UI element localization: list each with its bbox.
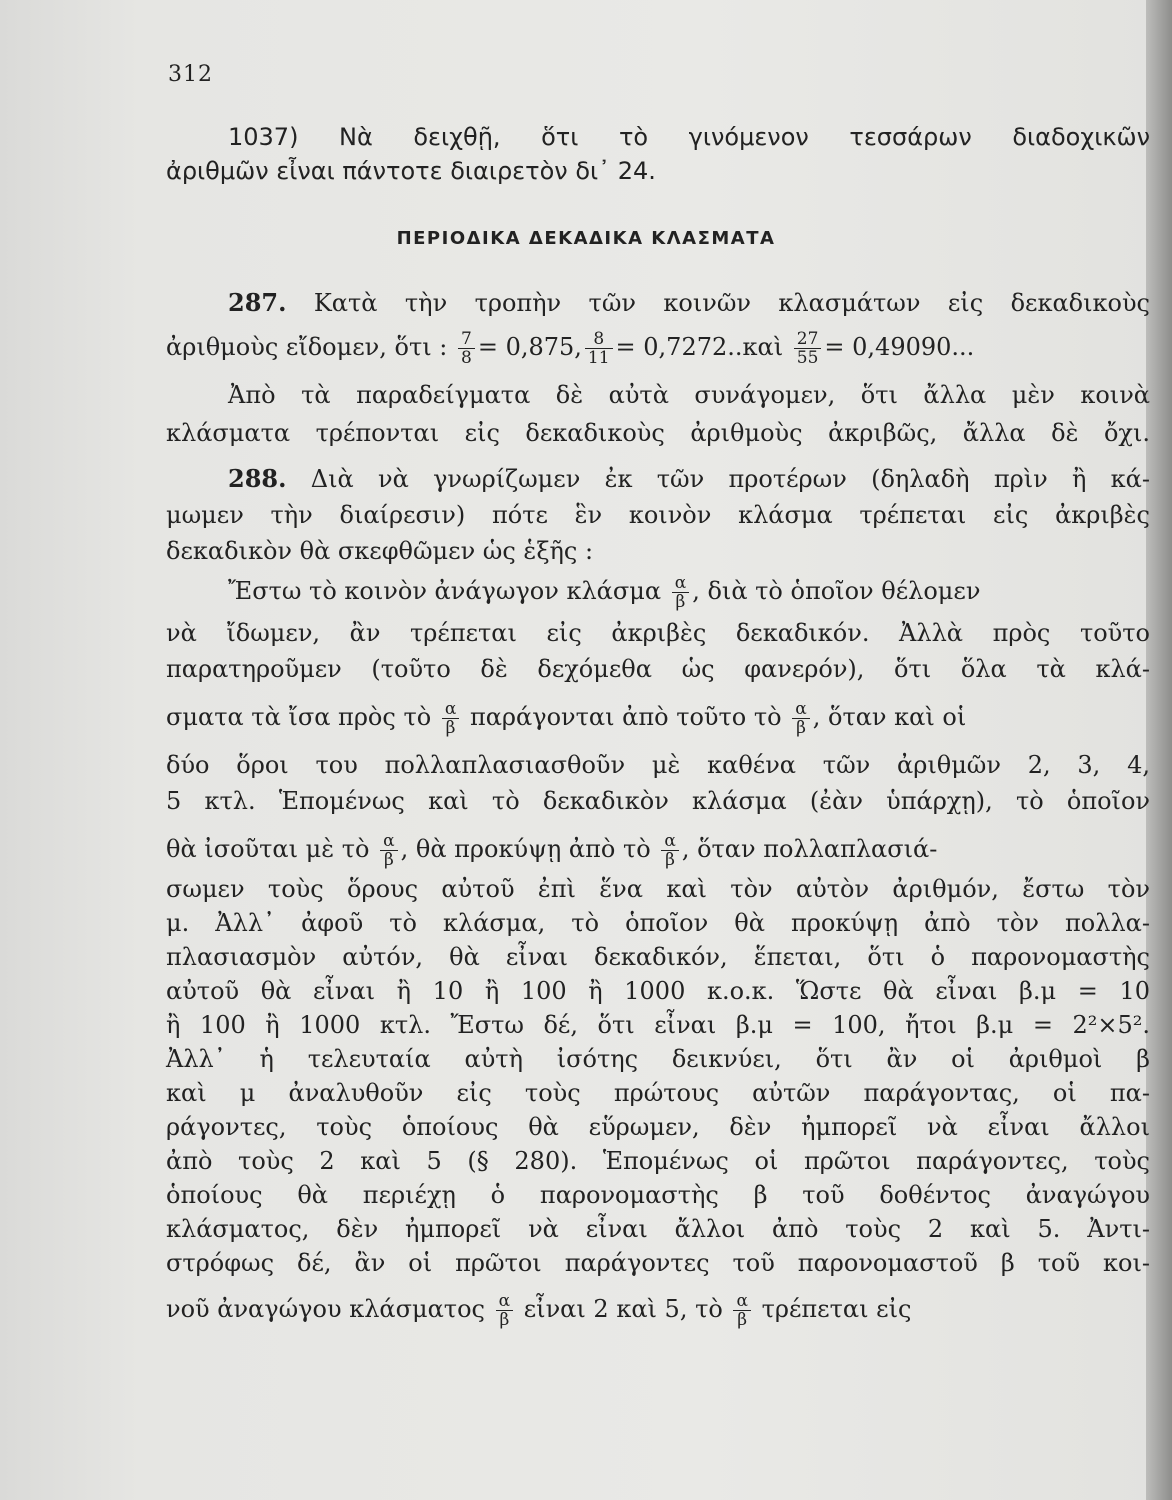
fraction: $\frac{\alpha}{\beta}$ bbox=[496, 1292, 513, 1329]
p288-line-18: ράγοντες, τοὺς ὁποίους θὰ εὕρωμεν, δὲν ἠμπορεῖ νὰ εἶναι ἄλλοι bbox=[166, 1113, 1150, 1141]
exercise-line-2: ἀριθμῶν εἶναι πάντοτε διαιρετὸν δι᾽ 24. bbox=[166, 157, 656, 185]
section-title: ΠΕΡΙΟΔΙΚΑ ΔΕΚΑΔΙΚΑ ΚΛΑΣΜΑΤΑ bbox=[396, 228, 776, 249]
p288-line-11: σωμεν τοὺς ὅρους αὐτοῦ ἐπὶ ἕνα καὶ τὸν αὐτὸν ἀριθμόν, ἔστω τὸν bbox=[166, 875, 1150, 903]
p288-line-17: καὶ μ ἀναλυθοῦν εἰς τοὺς πρώτους αὐτῶν παράγοντας, οἱ πα- bbox=[166, 1079, 1150, 1107]
p288-line-2: μωμεν τὴν διαίρεσιν) πότε ἓν κοινὸν κλάσμα τρέπεται εἰς ἀκριβὲς bbox=[166, 501, 1150, 529]
p288-line-23: νοῦ ἀναγώγου κλάσματος $\frac{\alpha}{\beta}$ εἶναι 2 καὶ 5, τὸ $\frac{\alpha}{\beta}$ τρέπεται εἰς bbox=[166, 1291, 912, 1330]
p288-line-5: νὰ ἴδωμεν, ἂν τρέπεται εἰς ἀκριβὲς δεκαδικόν. Ἀλλὰ πρὸς τοῦτο bbox=[166, 619, 1150, 647]
p288-line-14: αὐτοῦ θὰ εἶναι ἢ 10 ἢ 100 ἢ 1000 κ.ο.κ. Ὥστε θὰ εἶναι β.μ = 10 bbox=[166, 977, 1150, 1005]
p287-line-3: Ἀπὸ τὰ παραδείγματα δὲ αὐτὰ συνάγομεν, ὅτι ἄλλα μὲν κοινὰ bbox=[228, 381, 1150, 409]
p287-line-4: κλάσματα τρέπονται εἰς δεκαδικοὺς ἀριθμοὺς ἀκριβῶς, ἄλλα δὲ ὄχι. bbox=[166, 419, 1150, 447]
fraction: $\frac{\alpha}{\beta}$ bbox=[442, 700, 459, 737]
fraction: $\frac{\alpha}{\beta}$ bbox=[733, 1292, 750, 1329]
fraction: $\frac{8}{11}$ bbox=[585, 330, 613, 367]
p288-line-12: μ. Ἀλλ᾽ ἀφοῦ τὸ κλάσμα, τὸ ὁποῖον θὰ προκύψῃ ἀπὸ τὸν πολλα- bbox=[166, 909, 1150, 937]
exercise-line-1: 1037) Νὰ δειχθῇ, ὅτι τὸ γινόμενον τεσσάρων διαδοχικῶν bbox=[228, 123, 1150, 151]
p288-line-21: κλάσματος, δὲν ἠμπορεῖ νὰ εἶναι ἄλλοι ἀπὸ τοὺς 2 καὶ 5. Ἀντι- bbox=[166, 1215, 1150, 1243]
paragraph-number: 287. bbox=[228, 288, 287, 317]
p288-line-10: θὰ ἰσοῦται μὲ τὸ $\frac{\alpha}{\beta}$ , θὰ προκύψῃ ἀπὸ τὸ $\frac{\alpha}{\beta}$ , ὅταν πολλαπλασιά- bbox=[166, 831, 938, 870]
p288-line-3: δεκαδικὸν θὰ σκεφθῶμεν ὡς ἑξῆς : bbox=[166, 537, 594, 565]
p288-line-15: ἢ 100 ἢ 1000 κτλ. Ἔστω δέ, ὅτι εἶναι β.μ = 100, ἤτοι β.μ = 2²×5². bbox=[166, 1011, 1150, 1039]
fraction: $\frac{7}{8}$ bbox=[458, 330, 475, 367]
p288-line-8: δύο ὅροι του πολλαπλασιασθοῦν μὲ καθένα τῶν ἀριθμῶν 2, 3, 4, bbox=[166, 751, 1150, 779]
page-number: 312 bbox=[168, 62, 213, 87]
p288-line-22: στρόφως δέ, ἂν οἱ πρῶτοι παράγοντες τοῦ παρονομαστοῦ β τοῦ κοι- bbox=[166, 1249, 1150, 1277]
p288-line-1: 288. Διὰ νὰ γνωρίζωμεν ἐκ τῶν προτέρων (δηλαδὴ πρὶν ἢ κά- bbox=[228, 464, 1150, 493]
p287-line-1: 287. Κατὰ τὴν τροπὴν τῶν κοινῶν κλασμάτων εἰς δεκαδικοὺς bbox=[228, 288, 1150, 317]
fraction: $\frac{\alpha}{\beta}$ bbox=[792, 700, 809, 737]
p288-line-13: πλασιασμὸν αὐτόν, θὰ εἶναι δεκαδικόν, ἕπεται, ὅτι ὁ παρονομαστὴς bbox=[166, 943, 1150, 971]
p288-line-4: Ἔστω τὸ κοινὸν ἀνάγωγον κλάσμα $\frac{\alpha}{\beta}$ , διὰ τὸ ὁποῖον θέλομεν bbox=[228, 573, 981, 612]
fraction: $\frac{27}{55}$ bbox=[794, 330, 822, 367]
p288-line-20: ὁποίους θὰ περιέχῃ ὁ παρονομαστὴς β τοῦ δοθέντος ἀναγώγου bbox=[166, 1181, 1150, 1209]
p288-line-19: ἀπὸ τοὺς 2 καὶ 5 (§ 280). Ἑπομένως οἱ πρῶτοι παράγοντες, τοὺς bbox=[166, 1147, 1150, 1175]
p288-line-9: 5 κτλ. Ἑπομένως καὶ τὸ δεκαδικὸν κλάσμα (ἐὰν ὑπάρχῃ), τὸ ὁποῖον bbox=[166, 787, 1150, 815]
fraction: $\frac{\alpha}{\beta}$ bbox=[380, 832, 397, 869]
fraction: $\frac{\alpha}{\beta}$ bbox=[661, 832, 678, 869]
p288-line-7: σματα τὰ ἴσα πρὸς τὸ $\frac{\alpha}{\beta}$ παράγονται ἀπὸ τοῦτο τὸ $\frac{\alpha}{\beta}$ , ὅταν καὶ οἱ bbox=[166, 699, 967, 738]
p287-line-2: ἀριθμοὺς εἴδομεν, ὅτι : $\frac{7}{8}$ = 0,875, $\frac{8}{11}$ = 0,7272..καὶ $\frac{27}{55}$ = 0,49090... bbox=[166, 329, 975, 368]
paragraph-number: 288. bbox=[228, 464, 287, 493]
p288-line-16: Ἀλλ᾽ ἡ τελευταία αὐτὴ ἰσότης δεικνύει, ὅτι ἂν οἱ ἀριθμοὶ β bbox=[166, 1045, 1150, 1073]
p288-line-6: παρατηροῦμεν (τοῦτο δὲ δεχόμεθα ὡς φανερόν), ὅτι ὅλα τὰ κλά- bbox=[166, 655, 1150, 683]
fraction: $\frac{\alpha}{\beta}$ bbox=[672, 574, 689, 611]
